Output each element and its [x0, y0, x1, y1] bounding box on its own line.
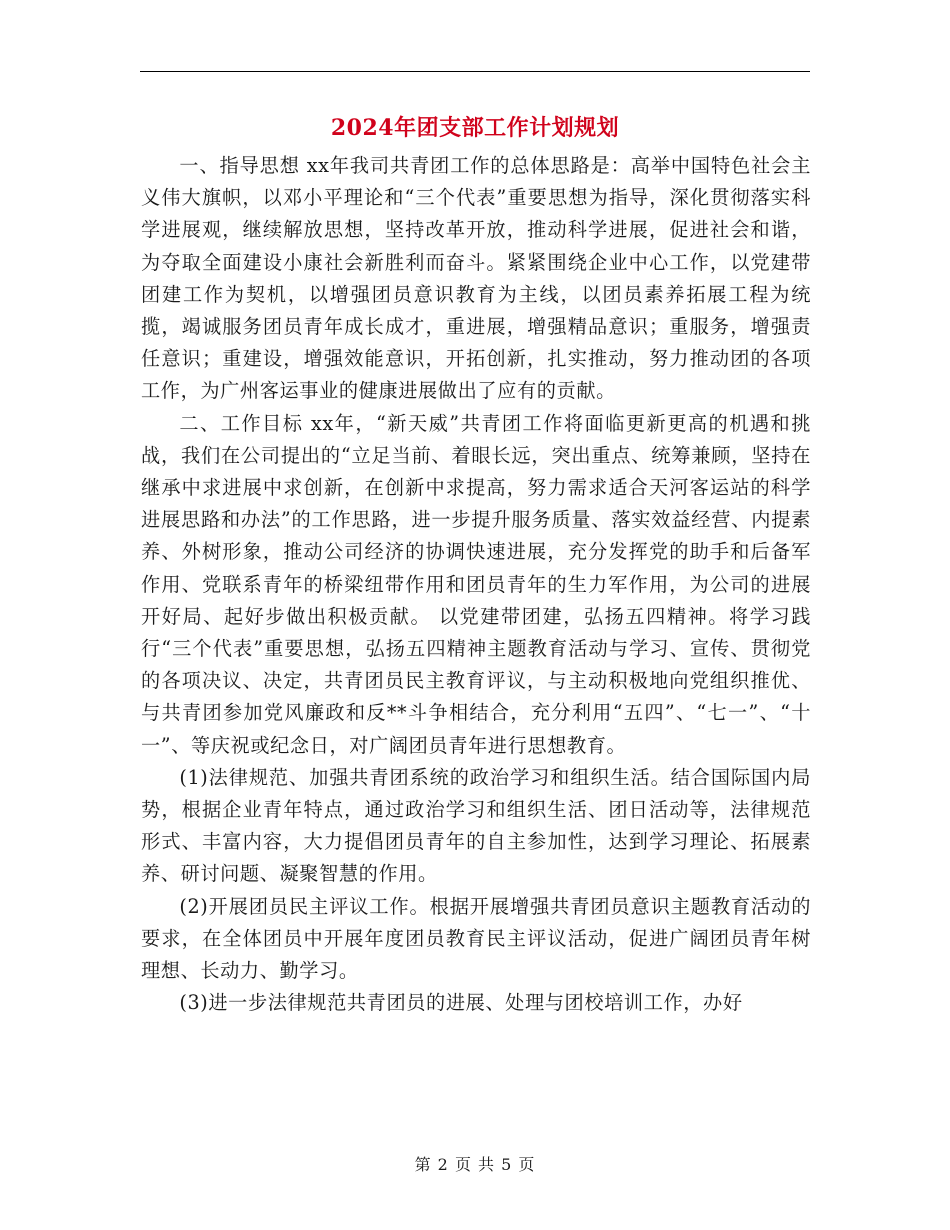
paragraph-guiding-ideology: 一、指导思想 xx年我司共青团工作的总体思路是：高举中国特色社会主义伟大旗帜，以邓小平理论和“三个代表”重要思想为指导，深化贯彻落实科学进展观，继续解放思想，坚持改革开放，推动科学进展，促进社会和谐，为夺取全面建设小康社会新胜利而奋斗。紧紧围绕企业中心工作，以党建带团建工作为契机，以增强团员意识教育为主线，以团员素养拓展工程为统揽，竭诚服务团员青年成长成才，重进展，增强精品意识；重服务，增强责任意识；重建设，增强效能意识，开拓创新，扎实推动，努力推动团的各项工作，为广州客运事业的健康进展做出了应有的贡献。 — [141, 154, 811, 403]
header-rule — [140, 71, 810, 72]
document-title: 2024年团支部工作计划规划 — [330, 115, 620, 141]
paragraph-item-3: (3)进一步法律规范共青团员的进展、处理与团校培训工作，办好 — [179, 991, 743, 1015]
paragraph-item-1: (1)法律规范、加强共青团系统的政治学习和组织生活。结合国际国内局势，根据企业青年特点，通过政治学习和组织生活、团日活动等，法律规范形式、丰富内容，大力提倡团员青年的自主参加性，达到学习理论、拓展素养、研讨问题、凝聚智慧的作用。 — [141, 765, 811, 886]
paragraph-work-goals: 二、工作目标 xx年，“新天威”共青团工作将面临更新更高的机遇和挑战，我们在公司提出的“立足当前、着眼长远，突出重点、统筹兼顾，坚持在继承中求进展中求创新，在创新中求提高，努力需求适合天河客运站的科学进展思路和办法”的工作思路，进一步提升服务质量、落实效益经营、内提素养、外树形象，推动公司经济的协调快速进展，充分发挥党的助手和后备军作用、党联系青年的桥梁纽带作用和团员青年的生力军作用，为公司的进展开好局、起好步做出积极贡献。 以党建带团建，弘扬五四精神。将学习践行“三个代表”重要思想，弘扬五四精神主题教育活动与学习、宣传、贯彻党的各项决议、决定，共青团员民主教育评议，与主动积极地向党组织推优、与共青团参加党风廉政和反**斗争相结合，充分利用“五四”、“七一”、“十一”、等庆祝或纪念日，对广阔团员青年进行思想教育。 — [141, 411, 811, 757]
paragraph-item-2: (2)开展团员民主评议工作。根据开展增强共青团员意识主题教育活动的要求，在全体团员中开展年度团员教育民主评议活动，促进广阔团员青年树理想、长动力、勤学习。 — [141, 894, 811, 983]
document-body — [141, 150, 811, 1019]
page-number-footer: 第 2 页 共 5 页 — [414, 1155, 536, 1174]
